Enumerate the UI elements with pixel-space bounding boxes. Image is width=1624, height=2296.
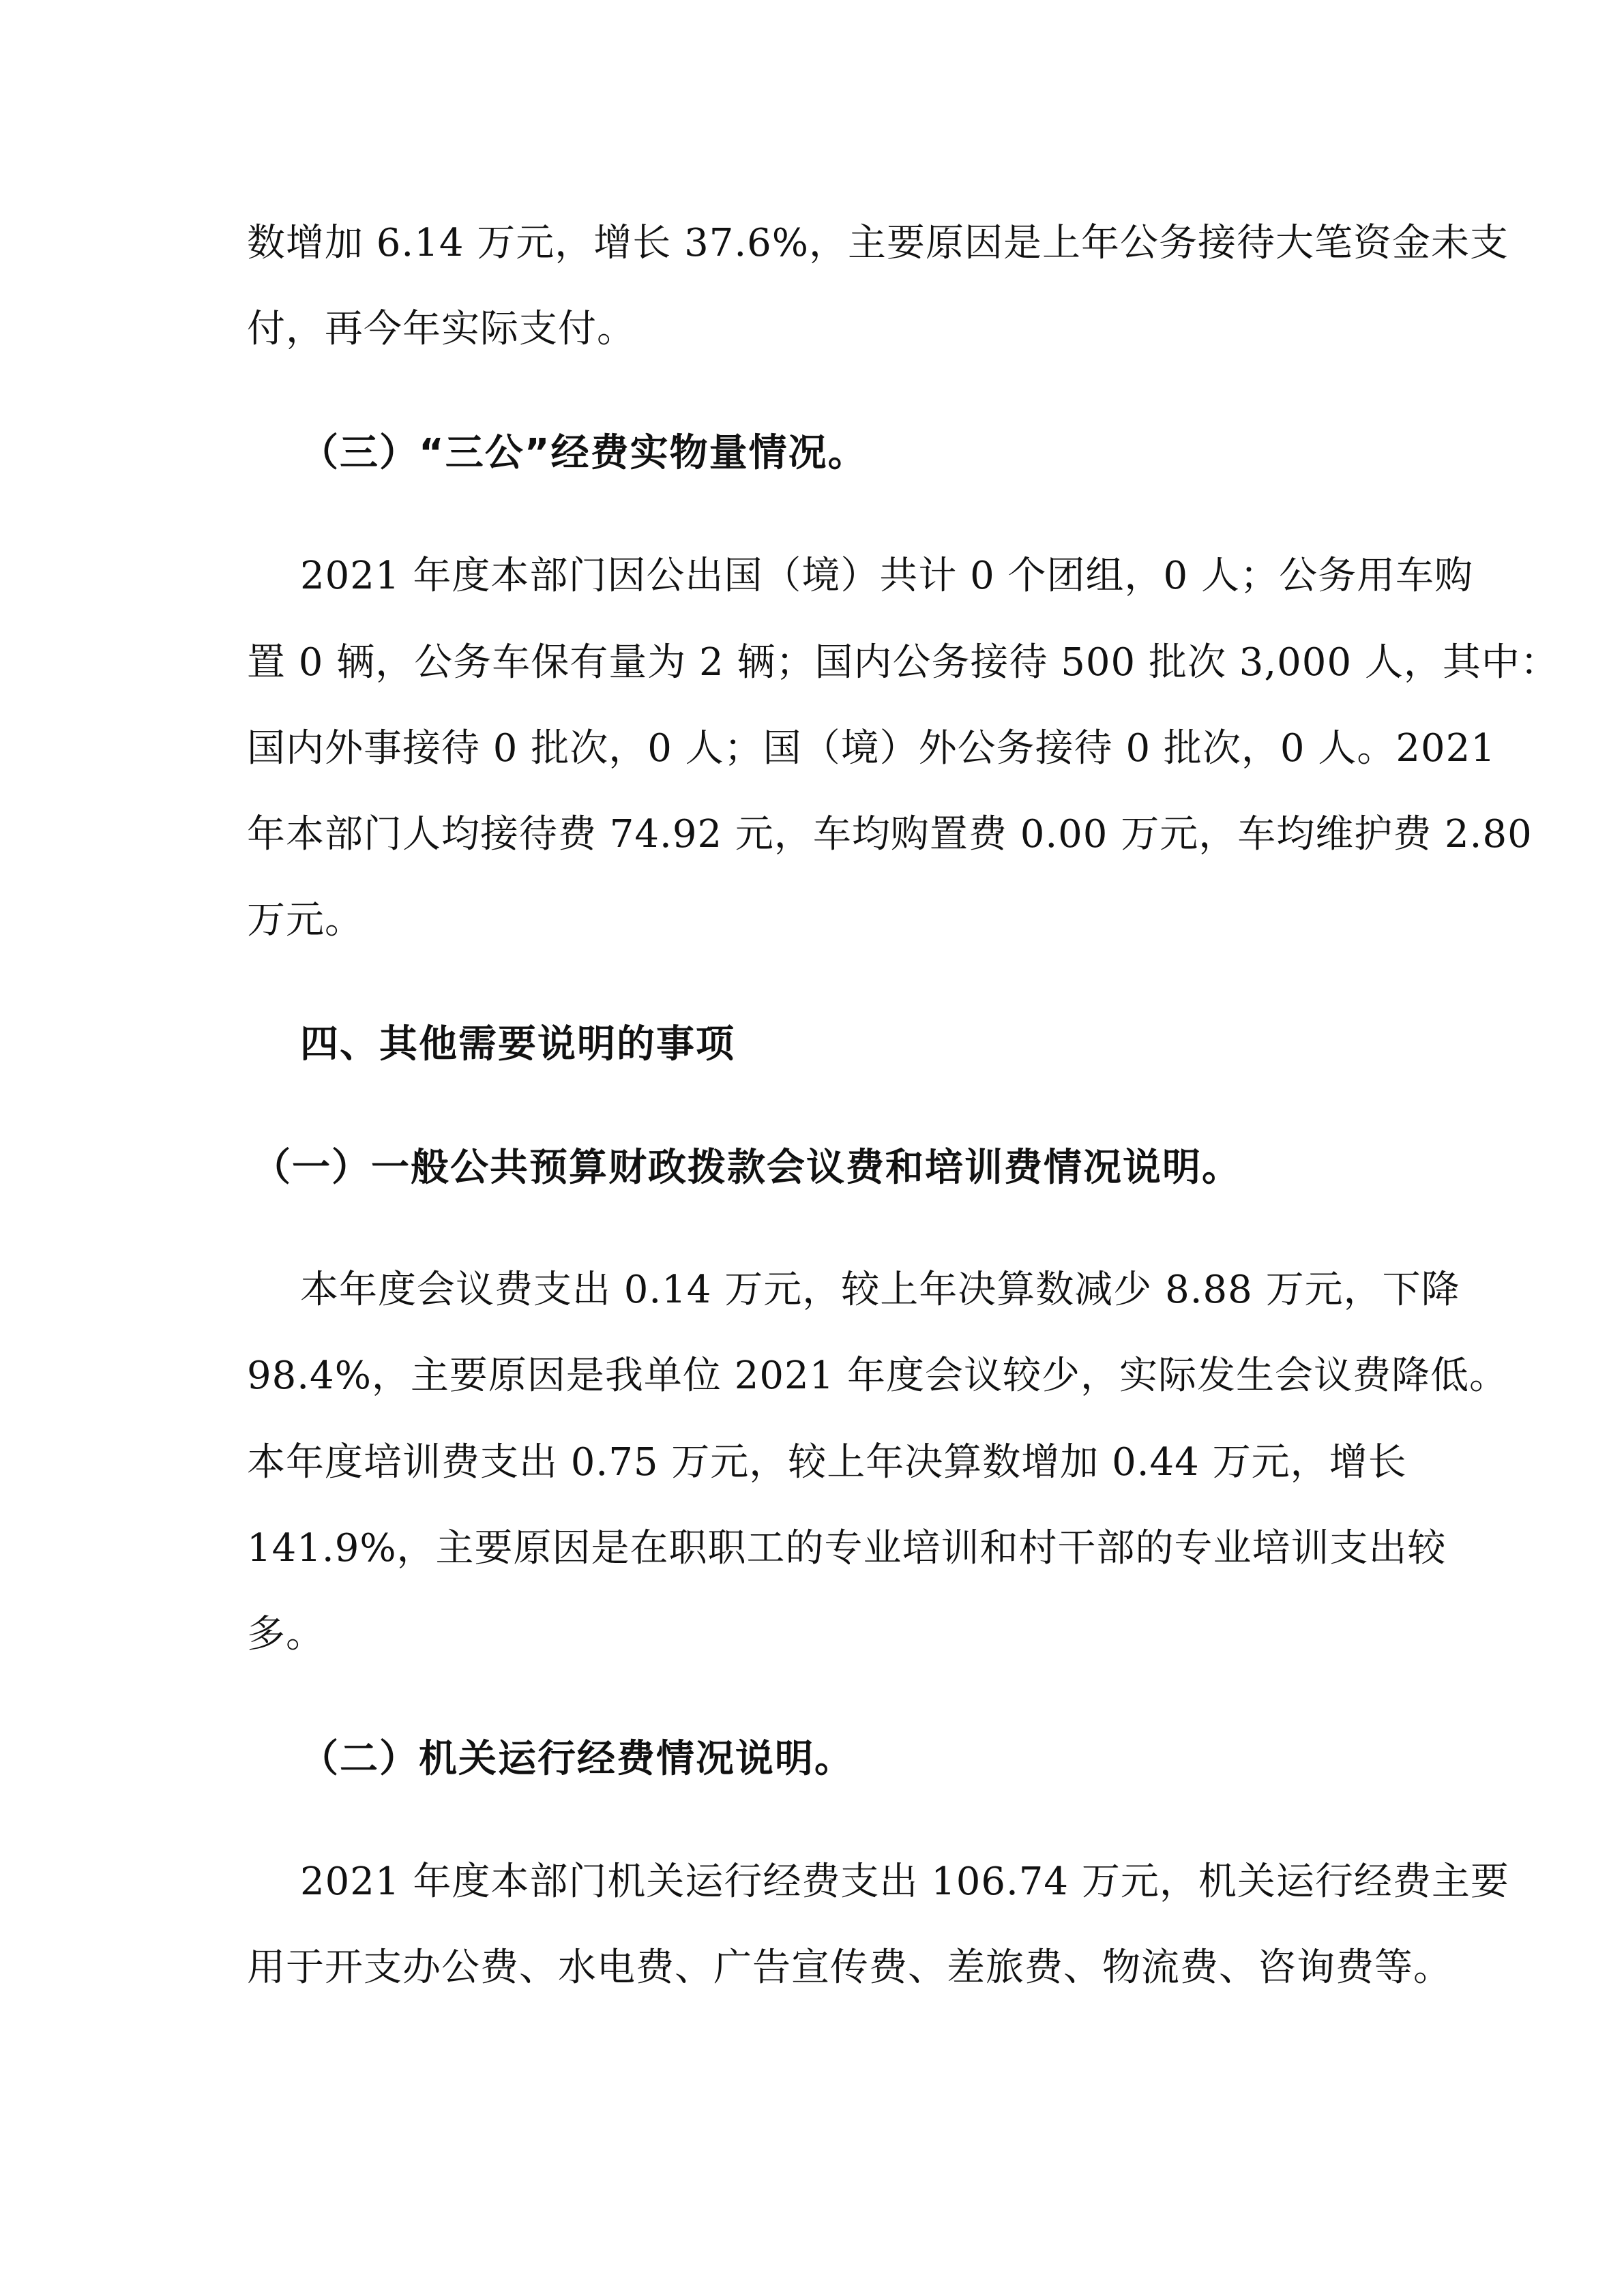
paragraph-line: 本年度会议费支出 0.14 万元，较上年决算数减少 8.88 万元，下降 — [300, 1268, 1460, 1312]
part-4-heading: 四、其他需要说明的事项 — [300, 1022, 735, 1067]
paragraph-line: 付，再今年实际支付。 — [247, 307, 636, 351]
paragraph-line: 141.9%，主要原因是在职职工的专业培训和村干部的专业培训支出较 — [247, 1526, 1447, 1570]
paragraph-line: 万元。 — [247, 898, 364, 942]
paragraph-line: 本年度培训费支出 0.75 万元，较上年决算数增加 0.44 万元，增长 — [247, 1440, 1407, 1485]
paragraph-line: 98.4%，主要原因是我单位 2021 年度会议较少，实际发生会议费降低。 — [247, 1354, 1509, 1398]
paragraph-line: 年本部门人均接待费 74.92 元，车均购置费 0.00 万元，车均维护费 2.80 — [247, 812, 1533, 856]
paragraph-line: 2021 年度本部门因公出国（境）共计 0 个团组，0 人；公务用车购 — [300, 554, 1473, 598]
subsection-1-heading: （一）一般公共预算财政拨款会议费和培训费情况说明。 — [252, 1146, 1241, 1190]
paragraph-line: 数增加 6.14 万元，增长 37.6%，主要原因是上年公务接待大笔资金未支 — [247, 221, 1509, 265]
paragraph-line: 用于开支办公费、水电费、广告宣传费、差旅费、物流费、咨询费等。 — [247, 1945, 1452, 1990]
paragraph-line: 2021 年度本部门机关运行经费支出 106.74 万元，机关运行经费主要 — [300, 1860, 1509, 1904]
section-3-heading: （三）“三公”经费实物量情况。 — [300, 431, 868, 475]
subsection-2-heading: （二）机关运行经费情况说明。 — [300, 1737, 854, 1781]
paragraph-line: 置 0 辆，公务车保有量为 2 辆；国内公务接待 500 批次 3,000 人，其中： — [247, 640, 1559, 685]
paragraph-line: 多。 — [247, 1612, 325, 1656]
paragraph-line: 国内外事接待 0 批次，0 人；国（境）外公务接待 0 批次，0 人。2021 — [247, 726, 1496, 771]
